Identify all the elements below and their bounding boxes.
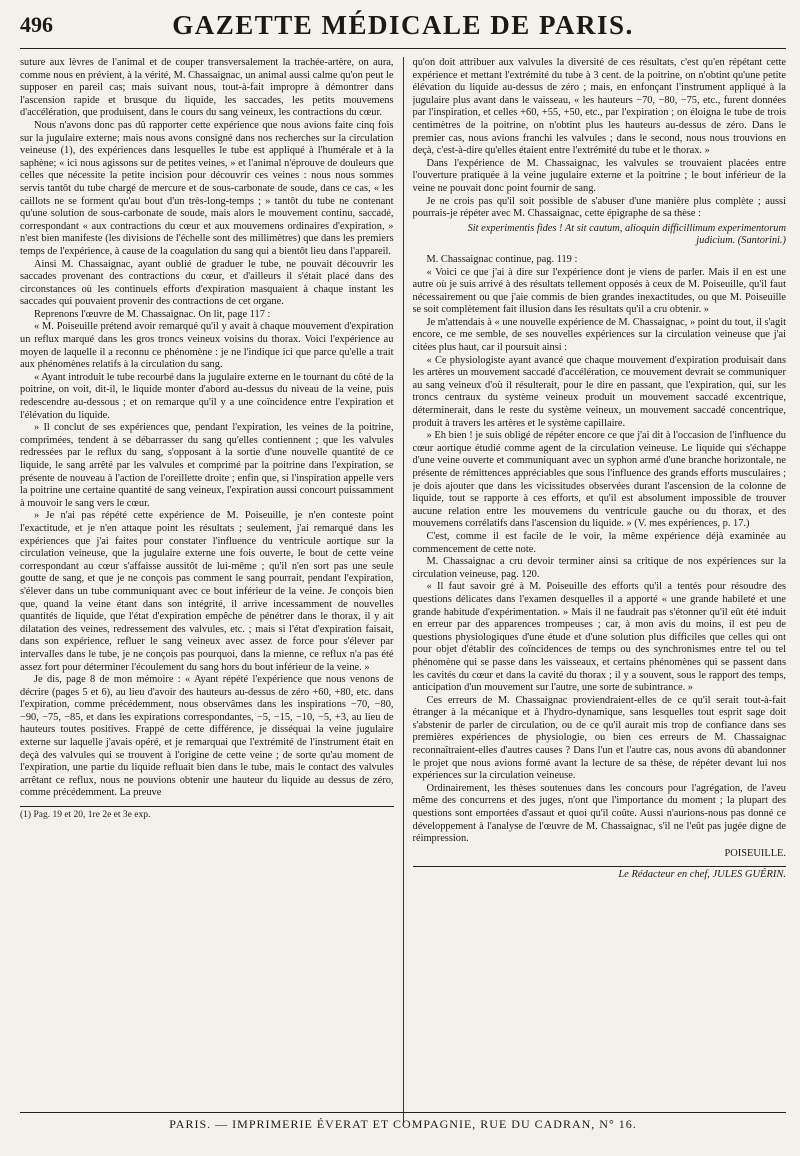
- paragraph: « Il faut savoir gré à M. Poiseuille des efforts qu'il a tentés pour résoudre des questions délicates dans l'examen desquelles il a apporté « une grande habileté et une grande habitude d'expérimentation. » Mais il ne faudrait pas s'étonner qu'il eût été induit en erreur par des apparences trompeuses ; car, à mon avis du moins, il est peu de questions physiologiques d'une étude et d'une solution plus difficiles que celles qui ont pour objet d'établir des coïncidences de temps ou des synchronismes entre tel ou tel phénomène qui se passe dans les vaisseaux, et certains phénomènes qui se passent dans les cavités du cœur et dans la cavité du thorax ; il y a souvent, sous le rapport des temps, anticipation d'un mouvement sur l'autre, une sorte de subintrance. »: [412, 581, 786, 694]
- page-number: 496: [20, 12, 53, 37]
- paragraph: Je m'attendais à « une nouvelle expérience de M. Chassaignac, » point du tout, il s'agit encore, ce me semble, de ses nouvelles expériences sur la circulation veineuse que j'ai citées plus haut, car il poursuit ainsi :: [412, 316, 786, 354]
- author-signature: POISEUILLE.: [724, 847, 786, 859]
- paragraph: » Je n'ai pas répété cette expérience de M. Poiseuille, je n'en conteste point l'exactitude, et je n'en attaque point les résultats ; seulement, j'ai remarqué dans les expériences que j'ai faites pour constater l'influence du ventricule aortique sur la circulation veineuse, que la jugulaire externe une fois ouverte, le bout de cette veine correspondant au cœur s'affaisse aussitôt de lui-même ; qu'il n'en sort pas une seule goutte de sang, et que je ne conçois pas comment le sang pourrait, pendant l'expiration, s'élever dans un tube communiquant avec ce bout inférieur de la veine. Je conçois bien que, quand la veine étant dans son intégrité, il arrive incessamment de nouvelles quantités de liquide, que l'état d'expiration empêche de pénétrer dans le thorax, il y ait dilatation des veines, redressement des valvules, etc. ; mais si l'état d'expiration faisait, dans son expérience, refluer le sang veineux avec assez de force pour s'élever par intervalles dans le tube, je ne conçois pas pourquoi, dans la mienne, ce reflux n'a pas été assez fort pour déterminer l'écoulement du sang hors du bout inférieur de la veine. »: [20, 510, 394, 673]
- paragraph: » Il conclut de ses expériences que, pendant l'expiration, les veines de la poitrine, comprimées, tendent à se débarrasser du sang qu'elles contiennent ; que les valvules redressées par le reflux du sang, s'opposant à la sortie d'une nouvelle quantité de ce liquide, le sang arrêté par les valvules et comprimé par la poitrine dans l'expiration, se présente de nouveau à l'action de l'oreillette droite ; enfin que, si l'inspiration appelle vers la poitrine une certaine quantité de sang veineux, l'expiration aussi concourt puissamment à mouvoir le sang vers le cœur.: [20, 422, 394, 509]
- article-columns: [20, 57, 786, 1123]
- paragraph: Je dis, page 8 de mon mémoire : « Ayant répété l'expérience que nous venons de décrire (pages 5 et 6), au lieu d'avoir des hauteurs au-dessus de zéro +60, +80, etc. dans l'expiration, comme précédemment, nous observâmes dans les inspirations −70, −80, −90, −75, −85, et dans les expirations correspondantes, −5, −15, −10, −5, +3, au lieu de hauteurs toutes positives. Frappé de cette différence, je disséquai la veine jugulaire externe sur laquelle j'avais opéré, et je remarquai que l'extrémité de l'instrument était en deçà des valvules qui se trouvent à l'origine de cette veine ; de sorte qu'au moment de l'expiration, une partie du liquide refluait bien dans le tube, mais le contact des valvules arrêtant ce reflux, nous ne pouvions obtenir une hauteur du liquide au dessus de zéro, comme précédemment. La preuve: [20, 674, 394, 799]
- paragraph: « Voici ce que j'ai à dire sur l'expérience dont je viens de parler. Mais il en est une autre où je suis arrivé à des résultats tellement opposés à ceux de M. Poiseuille, qu'il faut nécessairement ou que j'aie commis de bien grandes inexactitudes, ou que M. Poiseuille se soit complètement fait illusion dans les résultats qu'il a cru obtenir. »: [412, 266, 786, 316]
- paragraph: Je ne crois pas qu'il soit possible de s'abuser d'une manière plus complète ; aussi pourrais-je répéter avec M. Chassaignac, cette épigraphe de sa thèse :: [412, 195, 786, 220]
- left-column: [20, 57, 394, 1123]
- epigraph: Sit experimentis fides ! At sit cautum, alioquin difficillimum experimentorum judicium. (Santorini.): [467, 222, 786, 247]
- paragraph: « Ce physiologiste ayant avancé que chaque mouvement d'expiration produisait dans les artères un mouvement saccadé d'accélération, ce mouvement devrait se communiquer au sang veineux d'où il résulterait, pour le dire en passant, que l'expiration, qui, sur les troncs centraux du système veineux produit un mouvement saccadé excentrique, déterminerait, dans le reste du système veineux, un mouvement saccadé concentrique, produit à travers les artères et le système capillaire.: [412, 354, 786, 429]
- masthead-title: GAZETTE MÉDICALE DE PARIS.: [172, 10, 634, 40]
- paragraph: « M. Poiseuille prétend avoir remarqué qu'il y avait à chaque mouvement d'expiration un reflux marqué dans les gros troncs veineux voisins du thorax. Voici l'expérience au moyen de laquelle il a reconnu ce phénomène : je ne l'indique ici que parce qu'elle a trait aux phénomènes relatifs à la circulation du sang.: [20, 321, 394, 371]
- paragraph: Ces erreurs de M. Chassaignac proviendraient-elles de ce qu'il serait tout-à-fait étranger à la mécanique et à l'hydro-dynamique, sans lesquelles tout esprit sage doit s'abstenir de parler de circulation, ou de ce qu'il aurait mis trop de confiance dans ses premières expériences de physiologie, ou bien ces erreurs de M. Chassaignac reconnaîtraient-elles d'autres causes ? Dans l'un et l'autre cas, nous avons dû abandonner le projet que nous avions formé avant la lecture de sa thèse, de répéter devant lui nos expériences sur la circulation veineuse.: [412, 694, 786, 782]
- paragraph: qu'on doit attribuer aux valvules la diversité de ces résultats, c'est qu'en répétant cette expérience et mettant l'extrémité du tube à 3 cent. de la poitrine, on n'obtint qu'une petite élévation du liquide au-dessus de zéro ; mais, en enfonçant l'instrument appliqué à la jugulaire plus avant dans le vaisseau, « les hauteurs −70, −80, −75, etc., furent données par l'inspiration, et celles +60, +55, +50, etc., par l'expiration ; on éloigna le tube de trois centimètres de la poitrine, on n'obtint plus les hauteurs au-dessus de zéro. Dans le premier cas, nous avions franchi les valvules ; dans le second, nous nous trouvions en deçà, c'est-à-dire qu'elles étaient entre l'extrémité du tube et le thorax. »: [412, 57, 786, 157]
- paragraph: Nous n'avons donc pas dû rapporter cette expérience que nous avions faite cinq fois sur la jugulaire externe; mais nous avons consigné dans nos recherches sur la circulation veineuse (1), des expériences dans lesquelles le tube est appliqué à l'humérale et à la saphène; « ici nous agissons sur de petites veines, » et l'animal n'éprouve de douleurs que celles que nécessite la petite incision pour découvrir ces veines : nous nous sommes servis tantôt du tube chargé de mercure et de sous-carbonate de soude, dans ce cas, « les caillots ne se forment qu'au bout d'un très-long-temps ; » tantôt du tube ne contenant qu'une solution de sous-carbonate de soude, mais alors le mouvement continu, saccadé, correspondant « aux contractions du cœur et aux mouvemens ordinaires d'expiration, » n'est bien manifeste (les divisions de l'échelle sont des millimètres) que dans les premiers temps de l'expérience, à cause de la coagulation du sang qui a bientôt lieu dans l'appareil.: [20, 119, 394, 257]
- paragraph: » Eh bien ! je suis obligé de répéter encore ce que j'ai dit à l'occasion de l'influence du cœur aortique étudié comme agent de la circulation veineuse. Le liquide qui s'échappe d'une veine ouverte et communiquant avec un syphon armé d'une branche horizontale, ne présente de rémittences appréciables que sous l'influence des grands efforts musculaires ; je dois ajouter que dans les vicissitudes observées durant l'ascension de la colonne de liquide, tout se rapporte à ces efforts, et qu'il est absolument impossible de trouver aucune relation entre les mouvemens du ventricule gauche ou du thorax, et des mouvemens corrélatifs dans l'ascension du liquide. » (V. mes expériences, p. 17.): [412, 430, 786, 530]
- paragraph: « Ayant introduit le tube recourbé dans la jugulaire externe en le tournant du côté de la poitrine, on voit, dit-il, le liquide monter d'abord au-dessus du niveau de la veine, puis redescendre au-dessous ; et on remarque qu'il y a une coïncidence entre l'expiration et l'élévation du liquide.: [20, 371, 394, 421]
- paragraph: Ainsi M. Chassaignac, ayant oublié de graduer le tube, ne pouvait découvrir les saccades provenant des contractions du cœur, et d'ailleurs il s'était placé dans des circonstances où les continuels efforts d'expiration masquaient à chaque instant les saccades qui pouvaient provenir des contractions de cet organe.: [20, 258, 394, 308]
- paragraph: M. Chassaignac a cru devoir terminer ainsi sa critique de nos expériences sur la circulation veineuse, pag. 120.: [412, 556, 786, 580]
- editor-credit: Le Rédacteur en chef, JULES GUÉRIN.: [413, 866, 787, 882]
- page-header: [20, 8, 786, 49]
- paragraph: Ordinairement, les thèses soutenues dans les concours pour l'agrégation, de l'aveu même des concurrens et des juges, n'ont que l'importance du moment ; la plupart des questions sont emportées d'assaut et quoi qu'il coûte. Aussi n'aurions-nous pas donné ce développement à l'analyse de l'œuvre de M. Chassaignac, s'il ne l'eût pas jugée digne de réimpression.: [412, 782, 786, 845]
- paragraph: suture aux lèvres de l'animal et de couper transversalement la trachée-artère, on aura, comme nous en prévient, à la vérité, M. Chassaignac, un animal aussi calme qu'on peut le supposer en pareil cas; mais suivant nous, tout-à-fait impropre à démontrer dans l'ascension rapide et brusque du liquide, les saccades, les petits mouvemens d'accélération, que produisent, dans le cours du sang veineux, les contractions du cœur.: [20, 57, 394, 119]
- footnote: (1) Pag. 19 et 20, 1re 2e et 3e exp.: [20, 806, 394, 822]
- paragraph: Reprenons l'œuvre de M. Chassaignac. On lit, page 117 :: [34, 308, 271, 320]
- printer-imprint: PARIS. — IMPRIMERIE ÉVERAT ET COMPAGNIE, RUE DU CADRAN, N° 16.: [20, 1112, 786, 1132]
- column-divider: [403, 57, 404, 1123]
- paragraph: C'est, comme il est facile de le voir, la même expérience déjà examinée au commencement de cette note.: [412, 530, 786, 555]
- paragraph: Dans l'expérience de M. Chassaignac, les valvules se trouvaient placées entre l'ouverture pratiquée à la veine jugulaire externe et la poitrine ; le bout inférieur de la veine ne pouvait donc point fournir de sang.: [412, 157, 786, 194]
- right-column: [413, 57, 787, 1123]
- paragraph: M. Chassaignac continue, pag. 119 :: [426, 253, 578, 265]
